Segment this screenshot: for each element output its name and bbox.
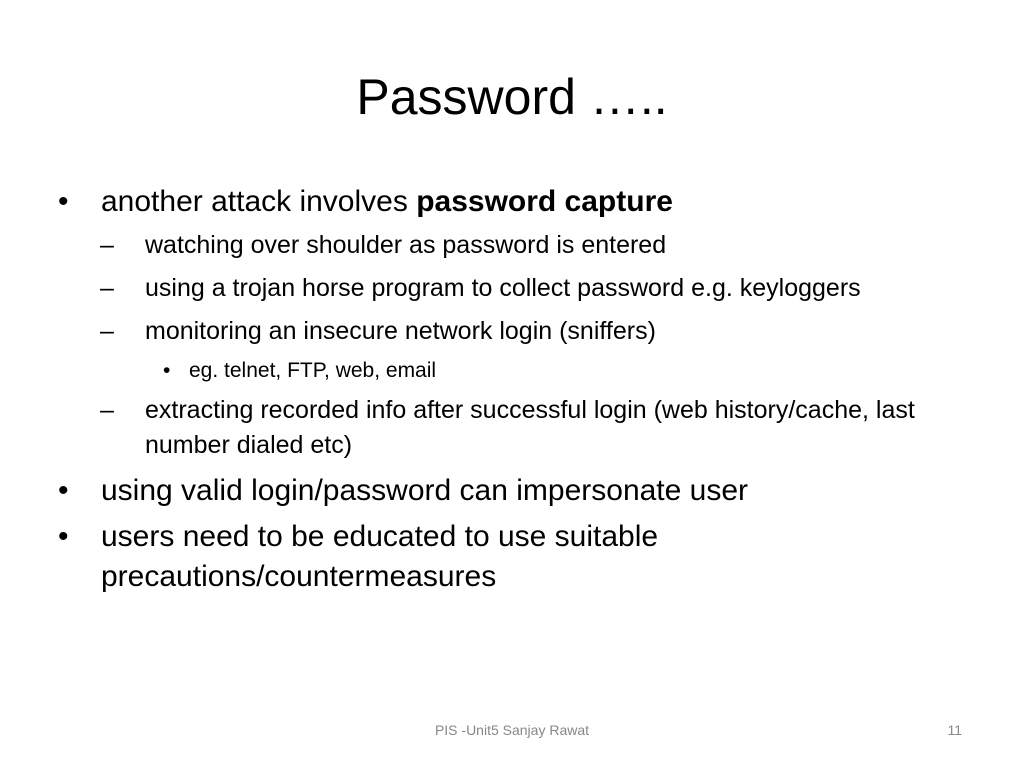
dash-icon: – (100, 396, 114, 424)
sub-bullet-item (100, 393, 958, 463)
dash-icon: – (100, 317, 114, 345)
bullet-text: users need to be educated to use suitable precautions/countermeasures (101, 520, 659, 593)
slide-content (58, 182, 958, 603)
sub-bullet-text: watching over shoulder as password is entered (145, 231, 667, 259)
dash-icon: – (100, 274, 114, 302)
sub-bullet-text: monitoring an insecure network login (sniffers) (145, 317, 656, 345)
slide-footer: PIS -Unit5 Sanjay Rawat (434, 722, 590, 738)
bullet-text-bold: password capture (416, 185, 673, 218)
bullet-item (58, 471, 958, 511)
slide-title: Password ….. (356, 69, 668, 125)
bullet-icon: • (58, 520, 69, 553)
bullet-text: another attack involves (101, 185, 417, 218)
bullet-icon: • (58, 474, 69, 507)
bullet-item (58, 517, 958, 597)
sub-sub-bullet-text: eg. telnet, FTP, web, email (189, 359, 437, 382)
page-number: 11 (947, 722, 962, 738)
bullet-item (58, 182, 958, 222)
bullet-text: using valid login/password can impersonate user (101, 474, 749, 507)
sub-sub-bullet-item (153, 357, 958, 385)
sub-bullet-item (100, 314, 958, 349)
sub-bullet-item (100, 228, 958, 263)
dash-icon: – (100, 231, 114, 259)
bullet-icon: • (58, 185, 69, 218)
bullet-icon: • (163, 359, 171, 382)
sub-bullet-text: extracting recorded info after successful login (web history/cache, last number dialed etc) (145, 396, 915, 459)
sub-bullet-item (100, 271, 958, 306)
sub-bullet-text: using a trojan horse program to collect password e.g. keyloggers (145, 274, 861, 302)
